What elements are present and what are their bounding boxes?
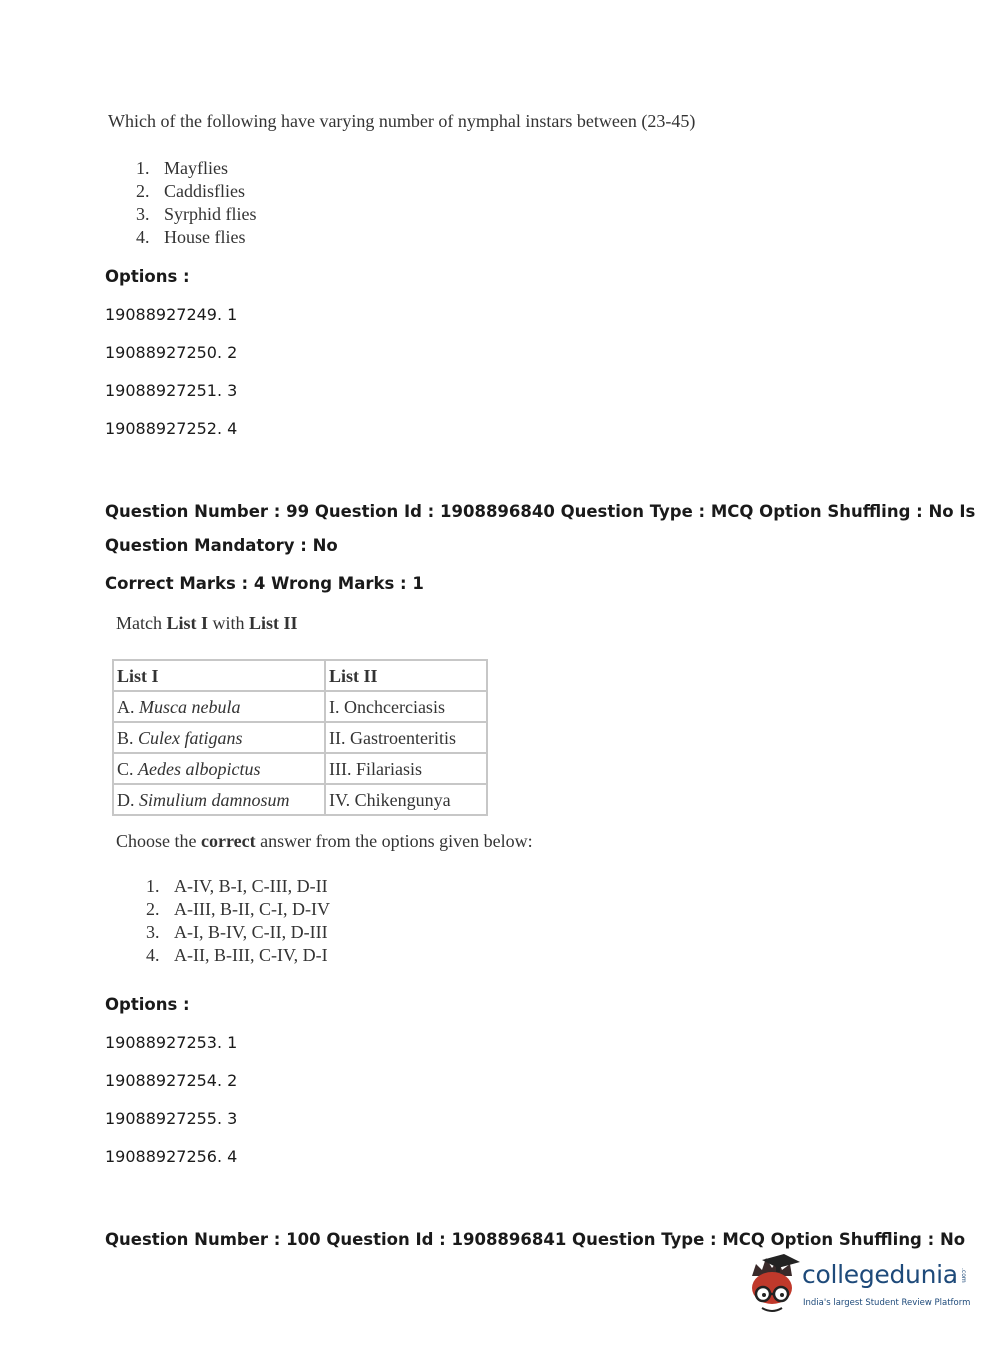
question-98-stem: Which of the following have varying number of nymphal instars between (23-45) xyxy=(108,111,696,131)
options-label: Options : xyxy=(105,267,190,286)
list-item: 1. Mayflies xyxy=(136,158,228,178)
table-row xyxy=(113,784,487,815)
question-99-choose-text: Choose the correct answer from the options given below: xyxy=(116,831,533,851)
option-line: 19088927249. 1 xyxy=(105,305,238,324)
options-label: Options : xyxy=(105,995,190,1014)
logo-domain-suffix: .com xyxy=(960,1268,967,1283)
option-line: 19088927256. 4 xyxy=(105,1147,238,1166)
table-cell: II. Gastroenteritis xyxy=(325,722,487,753)
option-line: 19088927252. 4 xyxy=(105,419,238,438)
list-item: 4. A-II, B-III, C-IV, D-I xyxy=(146,945,328,965)
mascot-icon xyxy=(744,1254,802,1316)
table-cell: I. Onchcerciasis xyxy=(325,691,487,722)
list-item: 2. Caddisflies xyxy=(136,181,245,201)
table-cell: D. Simulium damnosum xyxy=(113,784,325,815)
list-item: 1. A-IV, B-I, C-III, D-II xyxy=(146,876,328,896)
match-table xyxy=(112,659,488,816)
table-cell: C. Aedes albopictus xyxy=(113,753,325,784)
table-cell: III. Filariasis xyxy=(325,753,487,784)
table-cell: A. Musca nebula xyxy=(113,691,325,722)
question-99-instruction: Match List I with List II xyxy=(116,613,298,633)
option-line: 19088927253. 1 xyxy=(105,1033,238,1052)
list-item: 2. A-III, B-II, C-I, D-IV xyxy=(146,899,330,919)
option-line: 19088927254. 2 xyxy=(105,1071,238,1090)
question-99-header: Question Number : 99 Question Id : 1908896840 Question Type : MCQ Option Shuffling : No Is xyxy=(105,502,976,521)
table-header-cell: List II xyxy=(325,660,487,691)
table-header-row xyxy=(113,660,487,691)
question-98-item-list xyxy=(136,157,257,249)
logo-tagline: India's largest Student Review Platform xyxy=(803,1298,971,1308)
table-row xyxy=(113,691,487,722)
collegedunia-logo xyxy=(744,1254,974,1316)
option-line: 19088927255. 3 xyxy=(105,1109,238,1128)
list-item: 4. House flies xyxy=(136,227,246,247)
list-item: 3. Syrphid flies xyxy=(136,204,257,224)
table-row xyxy=(113,722,487,753)
table-header-cell: List I xyxy=(113,660,325,691)
table-row xyxy=(113,753,487,784)
list-item: 3. A-I, B-IV, C-II, D-III xyxy=(146,922,328,942)
question-99-item-list xyxy=(146,875,330,967)
option-line: 19088927250. 2 xyxy=(105,343,238,362)
option-line: 19088927251. 3 xyxy=(105,381,238,400)
question-100-header: Question Number : 100 Question Id : 1908896841 Question Type : MCQ Option Shuffling : No xyxy=(105,1230,966,1249)
question-99-mandatory: Question Mandatory : No xyxy=(105,536,338,555)
table-cell: IV. Chikengunya xyxy=(325,784,487,815)
table-cell: B. Culex fatigans xyxy=(113,722,325,753)
logo-wordmark: collegedunia xyxy=(802,1260,958,1289)
question-99-marks: Correct Marks : 4 Wrong Marks : 1 xyxy=(105,574,424,593)
